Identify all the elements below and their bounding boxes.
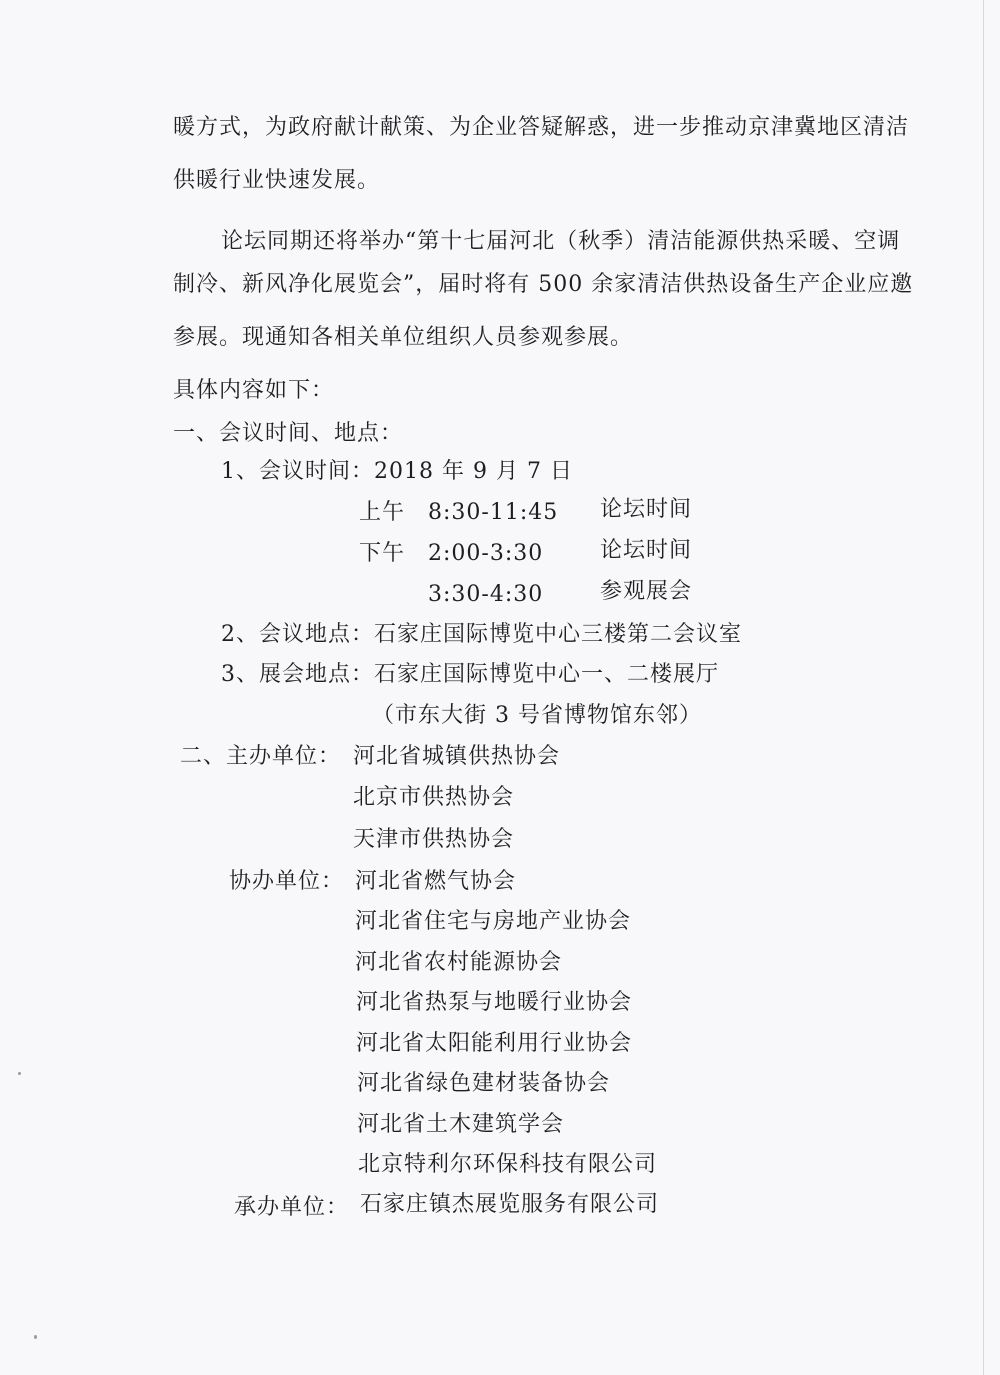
scan-speck <box>18 1072 21 1075</box>
intro-line-3: 论坛同期还将举办“第十七届河北（秋季）清洁能源供热采暖、空调 <box>221 229 901 254</box>
co-organizer-item: 河北省燃气协会 <box>355 869 517 894</box>
details-heading: 具体内容如下： <box>173 378 335 403</box>
intro-line-2: 供暖行业快速发展。 <box>173 168 381 193</box>
co-organizer-label: 协办单位： <box>229 869 345 894</box>
undertaker-item: 石家庄镇杰展览服务有限公司 <box>360 1192 660 1217</box>
co-organizer-item: 河北省土木建筑学会 <box>357 1112 565 1137</box>
intro-line-1: 暖方式，为政府献计献策、为企业答疑解惑，进一步推动京津冀地区清洁 <box>173 115 910 140</box>
scan-speck <box>34 1335 37 1339</box>
co-organizer-item: 北京特利尔环保科技有限公司 <box>358 1152 658 1177</box>
schedule-period: 下午 <box>359 541 406 566</box>
schedule-time: 8:30-11:45 <box>428 500 559 525</box>
schedule-time: 2:00-3:30 <box>428 541 544 566</box>
scan-edge-line <box>983 0 984 1375</box>
section1-heading: 一、会议时间、地点： <box>173 421 404 446</box>
co-organizer-item: 河北省农村能源协会 <box>355 950 563 975</box>
schedule-activity: 论坛时间 <box>600 538 693 563</box>
intro-line-5: 参展。现通知各相关单位组织人员参观参展。 <box>173 325 634 350</box>
schedule-time: 3:30-4:30 <box>428 582 544 607</box>
meeting-venue-line: 2、会议地点：石家庄国际博览中心三楼第二会议室 <box>221 622 742 647</box>
schedule-period: 上午 <box>359 500 406 525</box>
host-label: 二、主办单位： <box>180 744 342 769</box>
host-item: 河北省城镇供热协会 <box>353 744 561 769</box>
intro-line-4: 制冷、新风净化展览会”，届时将有 500 余家清洁供热设备生产企业应邀 <box>173 272 914 297</box>
host-item: 北京市供热协会 <box>353 785 515 810</box>
schedule-activity: 论坛时间 <box>600 497 693 522</box>
host-item: 天津市供热协会 <box>353 827 515 852</box>
co-organizer-item: 河北省热泵与地暖行业协会 <box>356 990 633 1015</box>
co-organizer-item: 河北省绿色建材装备协会 <box>357 1071 611 1096</box>
meeting-time-line: 1、会议时间：2018 年 9 月 7 日 <box>221 459 573 484</box>
undertaker-label: 承办单位： <box>234 1195 350 1220</box>
expo-address-note: （市东大街 3 号省博物馆东邻） <box>372 703 702 728</box>
schedule-activity: 参观展会 <box>600 579 693 604</box>
co-organizer-item: 河北省太阳能利用行业协会 <box>356 1031 633 1056</box>
expo-venue-line: 3、展会地点：石家庄国际博览中心一、二楼展厅 <box>221 662 719 687</box>
co-organizer-item: 河北省住宅与房地产业协会 <box>355 909 632 934</box>
